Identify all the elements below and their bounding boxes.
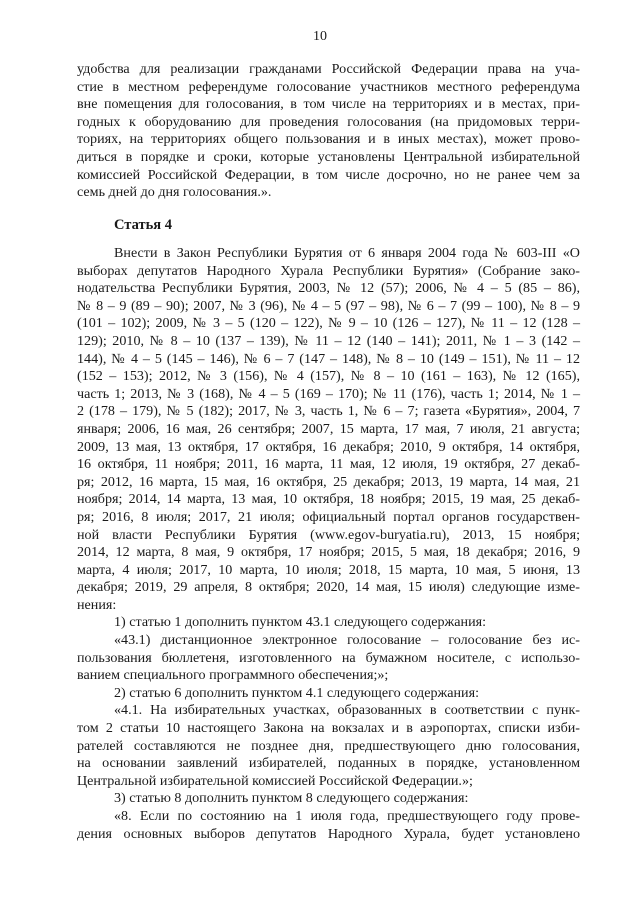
text-line: семь дней до дня голосования.». (77, 184, 272, 201)
text-line: 16 октября, 11 ноября; 2011, 16 марта, 11 мая, 12 июля, 19 октября, 27 декаб- (77, 456, 580, 473)
text-line: нения: (77, 596, 117, 613)
text-line: 2009, 13 мая, 13 октября, 17 октября, 16 декабря; 2010, 9 октября, 14 октября, (77, 438, 580, 455)
amendment-line: 3) статью 8 дополнить пунктом 8 следующего содержания: (114, 790, 469, 807)
text-line: нодательства Республики Бурятия, 2003, № 12 (57); 2006, № 4 – 5 (85 – 86), (77, 280, 580, 297)
text-line: комиссией Российской Федерации, в том числе досрочно, но не ранее чем за (77, 166, 580, 183)
text-line: 2014, 12 марта, 8 мая, 9 октября, 17 ноября; 2015, 5 мая, 18 декабря; 2016, 9 (77, 544, 580, 561)
text-line: ной власти Республики Бурятия (www.egov-buryatia.ru), 2013, 15 ноября; (77, 526, 580, 543)
text-line: ря; 2012, 16 марта, 15 мая, 16 октября, 25 декабря; 2013, 19 марта, 14 мая, 21 (77, 473, 580, 490)
amendment-line: том 2 статьи 10 настоящего Закона на вокзалах и в аэропортах, списки изби- (77, 720, 580, 737)
text-line: стие в местном референдуме голосование участников местного референдума (77, 78, 580, 95)
text-line: № 8 – 9 (89 – 90); 2007, № 3 (96), № 4 – 5 (97 – 98), № 6 – 7 (99 – 100), № 8 – 9 (77, 297, 580, 314)
amendment-line: Центральной избирательной комиссией Российской Федерации.»; (77, 772, 473, 789)
amendment-line: ванием специального программного обеспечения;»; (77, 667, 389, 684)
amendment-line: дения основных выборов депутатов Народного Хурала, будет установлено (77, 825, 580, 842)
amendment-line: рателей составляются не позднее дня, предшествующего дню голосования, (77, 737, 580, 754)
top-paragraph (77, 61, 580, 202)
amendment-line: 1) статью 1 дополнить пунктом 43.1 следующего содержания: (114, 614, 487, 631)
text-line: удобства для реализации гражданами Российской Федерации права на уча- (77, 61, 580, 77)
text-line: часть 1; 2013, № 3 (168), № 4 – 5 (169 – 170); № 11 (176), часть 1; 2014, № 1 – (77, 385, 580, 402)
amendment-line: пользования бюллетеня, изготовленного на бумажном носителе, с использо- (77, 649, 580, 666)
amendments-list (77, 614, 580, 843)
amendment-line: «8. Если по состоянию на 1 июля года, предшествующего году прове- (114, 808, 580, 824)
amendment-line: на основании заявлений избирателей, поданных в порядке, установленном (77, 755, 580, 772)
text-line: 2 (178 – 179), № 5 (182); 2017, № 3, часть 1, № 6 – 7; газета «Бурятия», 2004, 7 (77, 403, 580, 420)
text-line: (101 – 102); 2009, № 3 – 5 (120 – 122), № 9 – 10 (126 – 127), № 11 – 12 (128 – (77, 315, 580, 332)
amendment-line: 2) статью 6 дополнить пунктом 4.1 следующего содержания: (114, 684, 479, 701)
text-line: ноября; 2014, 14 марта, 13 мая, 10 октября, 18 ноября; 2015, 19 мая, 25 декаб- (77, 491, 580, 508)
text-line: марта, 4 июля; 2017, 10 марта, 10 июля; 2018, 15 марта, 10 мая, 5 июня, 13 (77, 561, 580, 578)
text-line: (152 – 153); 2012, № 3 (156), № 4 (157), № 8 – 10 (161 – 163), № 12 (165), (77, 368, 580, 385)
text-line: 144), № 4 – 5 (145 – 146), № 6 – 7 (147 – 148), № 8 – 10 (149 – 151), № 11 – 12 (77, 350, 580, 367)
page-number: 10 (313, 29, 327, 44)
article-heading: Статья 4 (114, 217, 172, 233)
text-line: диться в порядке и сроки, которые установлены Центральной избирательной (77, 148, 580, 165)
main-paragraph (77, 245, 580, 843)
text-line: 129); 2010, № 8 – 10 (137 – 139), № 11 – 12 (140 – 141); 2011, № 1 – 3 (142 – (77, 332, 580, 349)
text-line: выборах депутатов Народного Хурала Республики Бурятия» (Собрание зако- (77, 262, 580, 279)
text-line: января; 2006, 16 мая, 26 сентября; 2007, 15 марта, 17 мая, 7 июля, 21 августа; (77, 420, 580, 437)
text-line: декабря; 2019, 29 апреля, 8 октября; 2020, 14 мая, 15 июля) следующие изме- (77, 579, 580, 596)
text-line: ториях, на территориях общего пользования и в иных местах), может прово- (77, 131, 580, 148)
text-line: Внести в Закон Республики Бурятия от 6 января 2004 года № 603-III «О (114, 245, 580, 261)
amendment-line: «43.1) дистанционное электронное голосование – голосование без ис- (114, 632, 580, 649)
text-line: годных к оборудованию для проведения голосования (на придомовых терри- (77, 113, 580, 130)
text-line: вне помещения для голосования, в том числе на территориях и в местах, при- (77, 96, 580, 113)
amendment-line: «4.1. На избирательных участках, образованных в соответствии с пунк- (114, 702, 580, 719)
text-line: ря; 2016, 8 июля; 2017, 21 июля; официальный портал органов государствен- (77, 508, 580, 525)
